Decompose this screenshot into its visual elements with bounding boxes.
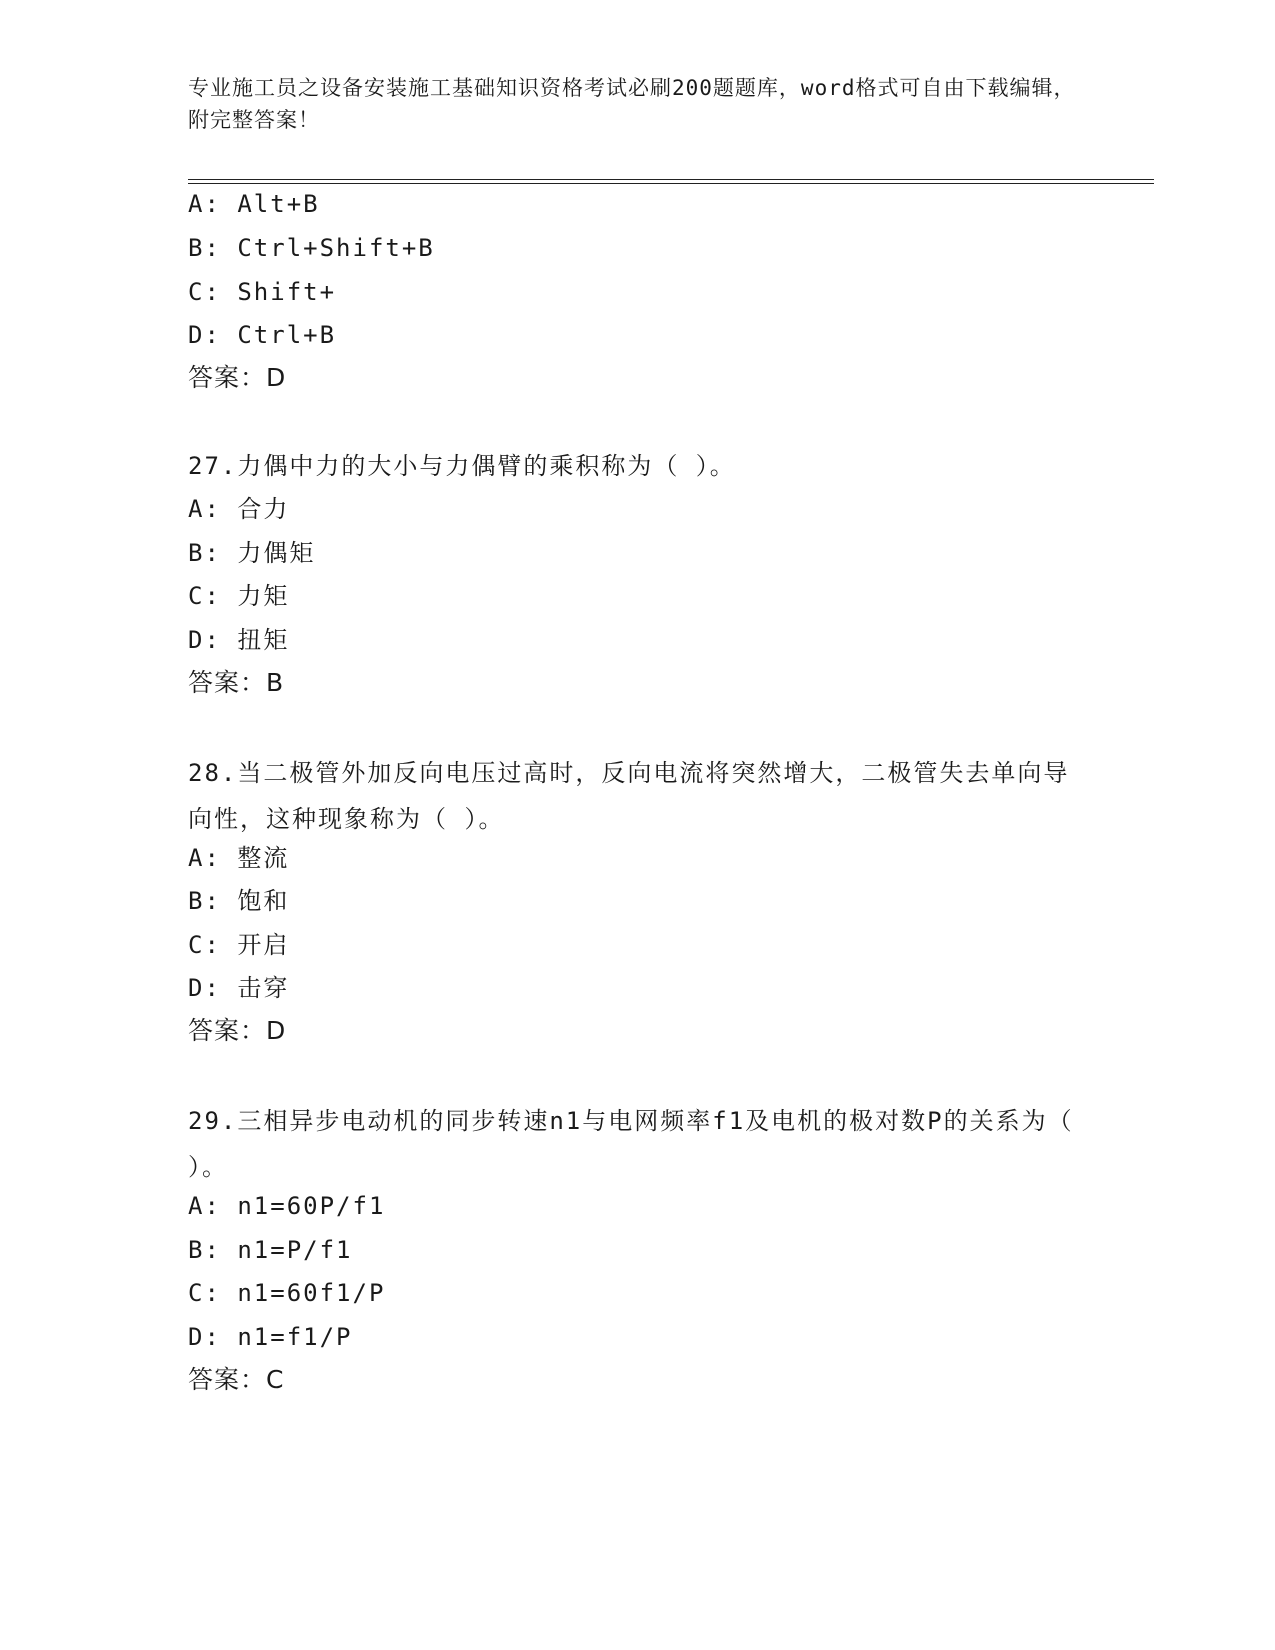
q28-question: 28.当二极管外加反向电压过高时，反向电流将突然增大，二极管失去单向导向性，这种现象称为（ ）。 bbox=[188, 759, 1070, 833]
q27-option-c: C: 力矩 bbox=[188, 582, 290, 610]
q27-answer: 答案：B bbox=[188, 668, 285, 697]
q29-answer: 答案：C bbox=[188, 1365, 285, 1394]
q27-option-a: A: 合力 bbox=[188, 495, 290, 523]
q28-option-c: C: 开启 bbox=[188, 931, 290, 959]
q28-option-d: D: 击穿 bbox=[188, 974, 290, 1002]
q29-option-d: D: n1=f1/P bbox=[188, 1323, 353, 1351]
document-title: 专业施工员之设备安装施工基础知识资格考试必刷200题题库，word格式可自由下载编辑，附完整答案！ bbox=[188, 76, 1076, 132]
q28-option-b: B: 饱和 bbox=[188, 887, 290, 915]
q26-option-a: A: Alt+B bbox=[188, 190, 320, 218]
q26-option-c: C: Shift+ bbox=[188, 278, 337, 306]
q27-question: 27.力偶中力的大小与力偶臂的乘积称为（ ）。 bbox=[188, 452, 736, 480]
q26-option-b: B: Ctrl+Shift+B bbox=[188, 234, 435, 262]
q26-answer: 答案：D bbox=[188, 363, 287, 392]
q27-option-d: D: 扭矩 bbox=[188, 626, 290, 654]
q29-option-b: B: n1=P/f1 bbox=[188, 1236, 353, 1264]
q28-option-a: A: 整流 bbox=[188, 844, 290, 872]
q26-option-d: D: Ctrl+B bbox=[188, 321, 337, 349]
q29-question: 29.三相异步电动机的同步转速n1与电网频率f1及电机的极对数P的关系为（ ）。 bbox=[188, 1107, 1074, 1181]
q29-option-c: C: n1=60f1/P bbox=[188, 1279, 386, 1307]
header-double-rule bbox=[188, 179, 1154, 184]
q29-option-a: A: n1=60P/f1 bbox=[188, 1192, 386, 1220]
q27-option-b: B: 力偶矩 bbox=[188, 539, 316, 567]
q28-answer: 答案：D bbox=[188, 1016, 287, 1045]
